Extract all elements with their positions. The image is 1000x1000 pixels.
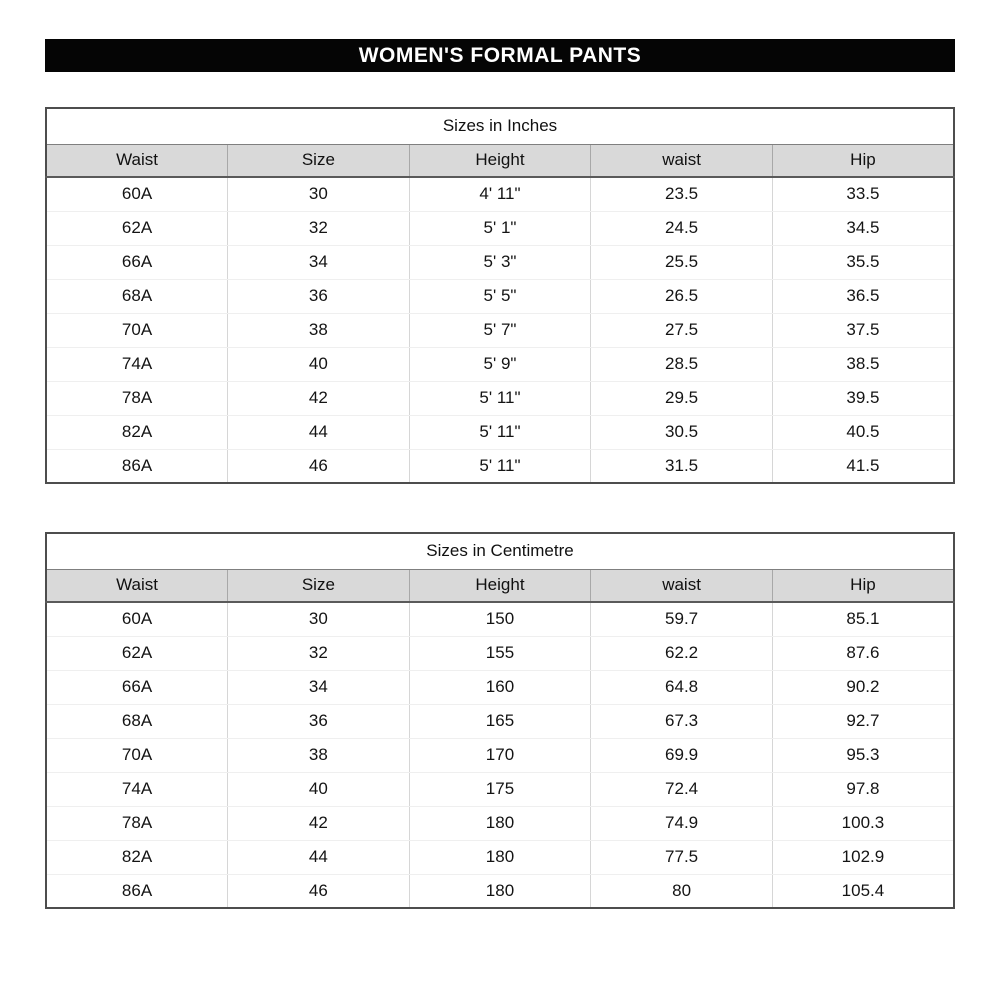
table-cell: 100.3: [772, 806, 954, 840]
table-cell: 180: [409, 840, 591, 874]
table-cell: 38: [228, 313, 410, 347]
table-cell: 175: [409, 772, 591, 806]
table-cell: 160: [409, 670, 591, 704]
table-cell: 41.5: [846, 455, 880, 475]
table-row: [46, 738, 954, 772]
column-header-hip: Hip: [772, 144, 954, 177]
table-cell: 44: [228, 415, 410, 449]
table-cell: 30.5: [591, 415, 773, 449]
table-cell: 28.5: [591, 347, 773, 381]
column-header-waist: waist: [591, 144, 773, 177]
table-cell: 46: [228, 874, 410, 908]
table-cell: 42: [228, 381, 410, 415]
table-cell: 46: [228, 449, 410, 483]
table-cell: 68A: [46, 704, 228, 738]
table-row: [46, 415, 954, 449]
table-cell: 66A: [46, 670, 228, 704]
table-cell: 31.5: [591, 449, 773, 483]
table-cell: 59.7: [591, 602, 773, 636]
table-row: [46, 245, 954, 279]
table-cell: 38.5: [772, 347, 954, 381]
table-cell: 24.5: [591, 211, 773, 245]
table-row: [46, 704, 954, 738]
table-cell: 86A: [46, 449, 228, 483]
table-cell: 27.5: [591, 313, 773, 347]
table-cell: 40: [228, 347, 410, 381]
table-cell: 30: [228, 602, 410, 636]
table-cell: 34: [228, 245, 410, 279]
table-cell: 36.5: [772, 279, 954, 313]
table-cell: 33.5: [772, 177, 954, 211]
table-cell: 86A: [46, 874, 228, 908]
table-cell: 67.3: [591, 704, 773, 738]
sizes-in-centimetre-table: [45, 532, 955, 909]
table-caption: Sizes in Centimetre: [46, 533, 954, 569]
table-cell: 180: [409, 874, 591, 908]
table-cell: 62.2: [591, 636, 773, 670]
table-cell: 87.6: [772, 636, 954, 670]
table-cell: 29.5: [591, 381, 773, 415]
table-row: [46, 313, 954, 347]
table-cell: 180: [409, 806, 591, 840]
table-cell: 60A: [46, 177, 228, 211]
table-cell: 5' 11": [409, 381, 591, 415]
table-row: [46, 279, 954, 313]
table-cell: 36: [228, 704, 410, 738]
table-cell: 64.8: [591, 670, 773, 704]
table-cell: 82A: [46, 415, 228, 449]
column-header-size: Size: [228, 569, 410, 602]
table-cell: 36: [228, 279, 410, 313]
table-cell: 60A: [46, 602, 228, 636]
table-row: [46, 840, 954, 874]
table-row: [46, 772, 954, 806]
table-row: [46, 449, 954, 483]
table-cell: 85.1: [772, 602, 954, 636]
table-cell: 102.9: [772, 840, 954, 874]
table-cell: 95.3: [772, 738, 954, 772]
sizes-in-inches-table: [45, 107, 955, 484]
table-caption-row: [46, 108, 954, 144]
table-cell: 72.4: [591, 772, 773, 806]
table-cell: 38: [228, 738, 410, 772]
table-cell: 5' 5": [409, 279, 591, 313]
table-cell: 77.5: [591, 840, 773, 874]
page-title: WOMEN'S FORMAL PANTS: [358, 43, 642, 67]
table-row: [46, 381, 954, 415]
column-header-size: Size: [228, 144, 410, 177]
column-header-waist: Waist: [46, 144, 228, 177]
table-cell: 34.5: [772, 211, 954, 245]
table-cell: 80: [591, 874, 773, 908]
table-header-row: [46, 144, 954, 177]
column-header-waist: Waist: [46, 569, 228, 602]
table-row: [46, 670, 954, 704]
table-row: [46, 347, 954, 381]
column-header-height: Height: [409, 144, 591, 177]
table-cell: 30: [228, 177, 410, 211]
column-header-hip: Hip: [772, 569, 954, 602]
table-cell: 26.5: [591, 279, 773, 313]
title-banner: [45, 39, 955, 72]
table-cell: 5' 3": [409, 245, 591, 279]
table-cell: 37.5: [772, 313, 954, 347]
table-cell: 32: [228, 211, 410, 245]
table-cell: 165: [409, 704, 591, 738]
table-cell: 97.8: [772, 772, 954, 806]
table-caption-row: [46, 533, 954, 569]
table-cell: 170: [409, 738, 591, 772]
table-cell: 74A: [46, 772, 228, 806]
table-caption: Sizes in Inches: [46, 108, 954, 144]
table-cell: 44: [228, 840, 410, 874]
table-cell: 34: [228, 670, 410, 704]
table-cell: 5' 7": [409, 313, 591, 347]
table-row: [46, 602, 954, 636]
table-cell: 74.9: [591, 806, 773, 840]
table-cell: 66A: [46, 245, 228, 279]
table-cell: 23.5: [591, 177, 773, 211]
table-cell: 5' 9": [409, 347, 591, 381]
table-cell: 70A: [46, 738, 228, 772]
table-cell: 62A: [46, 211, 228, 245]
table-cell: 4' 11": [409, 177, 591, 211]
table-row: [46, 806, 954, 840]
table-row: [46, 177, 954, 211]
table-row: [46, 636, 954, 670]
table-cell: 68A: [46, 279, 228, 313]
column-header-waist: waist: [591, 569, 773, 602]
table-cell: 90.2: [772, 670, 954, 704]
table-cell: 70A: [46, 313, 228, 347]
table-cell: 35.5: [772, 245, 954, 279]
table-cell: 78A: [46, 381, 228, 415]
table-cell: 74A: [46, 347, 228, 381]
table-row: [46, 874, 954, 908]
table-cell: 32: [228, 636, 410, 670]
table-cell: 5' 11": [409, 415, 591, 449]
table-cell: 5' 1": [409, 211, 591, 245]
table-cell: 105.4: [841, 880, 885, 900]
table-cell: 5' 11": [409, 449, 591, 483]
table-cell: 150: [409, 602, 591, 636]
table-cell: 25.5: [591, 245, 773, 279]
table-cell: 78A: [46, 806, 228, 840]
table-header-row: [46, 569, 954, 602]
table-cell: 92.7: [772, 704, 954, 738]
table-row: [46, 211, 954, 245]
table-cell: 40: [228, 772, 410, 806]
table-cell: 39.5: [772, 381, 954, 415]
column-header-height: Height: [409, 569, 591, 602]
table-cell: 40.5: [772, 415, 954, 449]
table-cell: 82A: [46, 840, 228, 874]
table-cell: 155: [409, 636, 591, 670]
table-cell: 42: [228, 806, 410, 840]
table-cell: 62A: [46, 636, 228, 670]
table-cell: 69.9: [591, 738, 773, 772]
